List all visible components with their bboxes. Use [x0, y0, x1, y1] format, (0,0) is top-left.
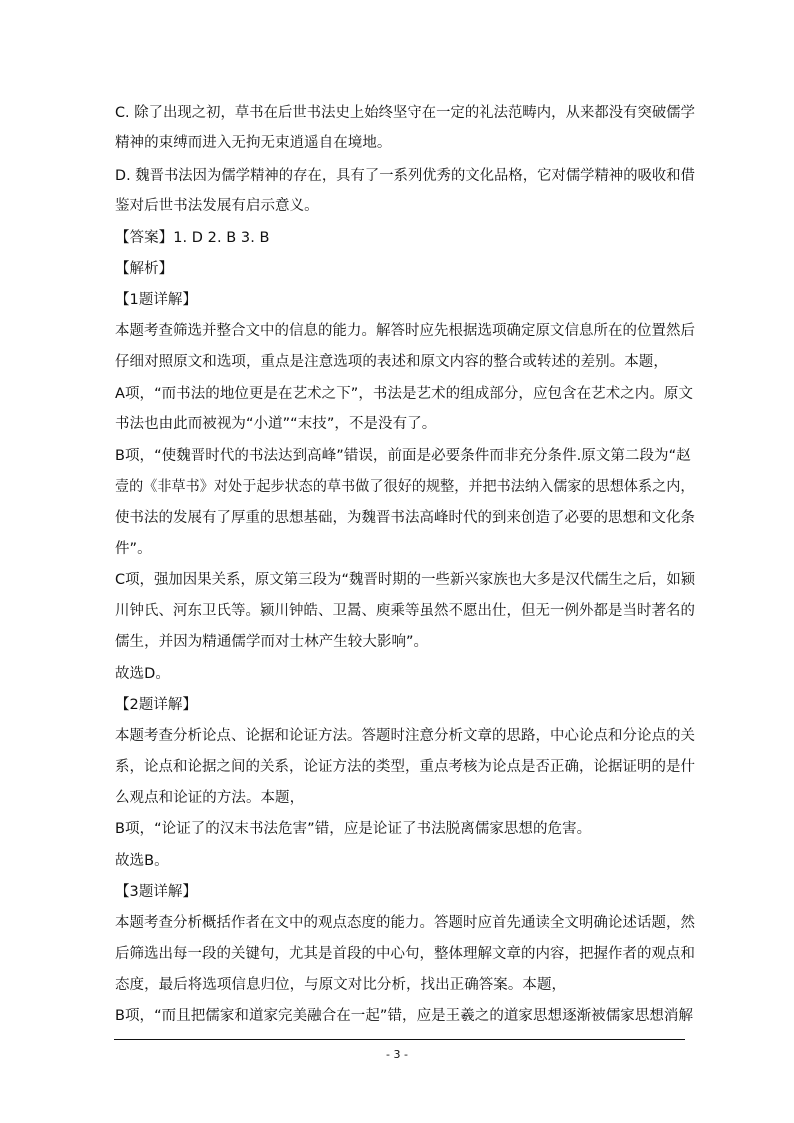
text-line: 书法也由此而被视为“小道”“末技”，不是没有了。: [115, 416, 437, 432]
text-line: C. 除了出现之初，草书在后世书法史上始终坚守在一定的礼法范畴内，从来都没有突破儒学: [115, 105, 695, 121]
text-line: 精神的束缚而进入无拘无束逍遥自在境地。: [115, 135, 392, 151]
text-line: 壹的《非草书》对处于起步状态的草书做了很好的规整，并把书法纳入儒家的思想体系之内，: [115, 479, 695, 495]
text-line: B项，“使魏晋时代的书法达到高峰”错误，前面是必要条件而非充分条件.原文第二段为“赵: [115, 448, 691, 464]
text-line: 么观点和论证的方法。本题，: [115, 790, 305, 806]
page-number: - 3 -: [386, 1048, 408, 1061]
text-line: A项，“而书法的地位更是在艺术之下”，书法是艺术的组成部分，应包含在艺术之内。原文: [115, 386, 693, 402]
text-line: 件”。: [115, 541, 152, 557]
section-heading: 【2题详解】: [115, 697, 198, 713]
text-line: 故选D。: [115, 666, 170, 682]
text-line: B项，“论证了的汉末书法危害”错，应是论证了书法脱离儒家思想的危害。: [115, 821, 592, 837]
text-line: 儒生，并因为精通儒学而对士林产生较大影响”。: [115, 634, 429, 650]
text-line: 仔细对照原文和选项，重点是注意选项的表述和原文内容的整合或转述的差别。本题，: [115, 354, 668, 370]
section-heading: 【3题详解】: [115, 884, 198, 900]
text-line: C项，强加因果关系，原文第三段为“魏晋时期的一些新兴家族也大多是汉代儒生之后，如颍: [115, 572, 696, 588]
section-heading: 【解析】: [115, 261, 174, 277]
text-line: 本题考查分析概括作者在文中的观点态度的能力。答题时应首先通读全文明确论述话题，然: [115, 915, 696, 931]
text-line: 故选B。: [115, 853, 169, 869]
text-line: 本题考查筛选并整合文中的信息的能力。解答时应先根据选项确定原文信息所在的位置然后: [115, 323, 696, 339]
text-line: 使书法的发展有了厚重的思想基础，为魏晋书法高峰时代的到来创造了必要的思想和文化条: [115, 510, 696, 526]
text-line: 本题考查分析论点、论据和论证方法。答题时注意分析文章的思路，中心论点和分论点的关: [115, 728, 696, 744]
text-line: 鉴对后世书法发展有启示意义。: [115, 198, 319, 214]
text-line: 系，论点和论据之间的关系，论证方法的类型，重点考核为论点是否正确，论据证明的是什: [115, 759, 696, 775]
text-line: D. 魏晋书法因为儒学精神的存在，具有了一系列优秀的文化品格，它对儒学精神的吸收和借: [115, 168, 695, 184]
footer-divider: [114, 1039, 685, 1040]
text-line: 川钟氏、河东卫氏等。颍川钟皓、卫暠、庾乘等虽然不愿出仕，但无一例外都是当时著名的: [115, 603, 696, 619]
answer-line: 【答案】1. D 2. B 3. B: [115, 230, 270, 246]
text-line: B项，“而且把儒家和道家完美融合在一起”错，应是王羲之的道家思想逐渐被儒家思想消解: [115, 1008, 694, 1024]
section-heading: 【1题详解】: [115, 292, 198, 308]
text-line: 后筛选出每一段的关键句，尤其是首段的中心句，整体理解文章的内容，把握作者的观点和: [115, 946, 696, 962]
text-line: 态度，最后将选项信息归位，与原文对比分析，找出正确答案。本题，: [115, 977, 567, 993]
